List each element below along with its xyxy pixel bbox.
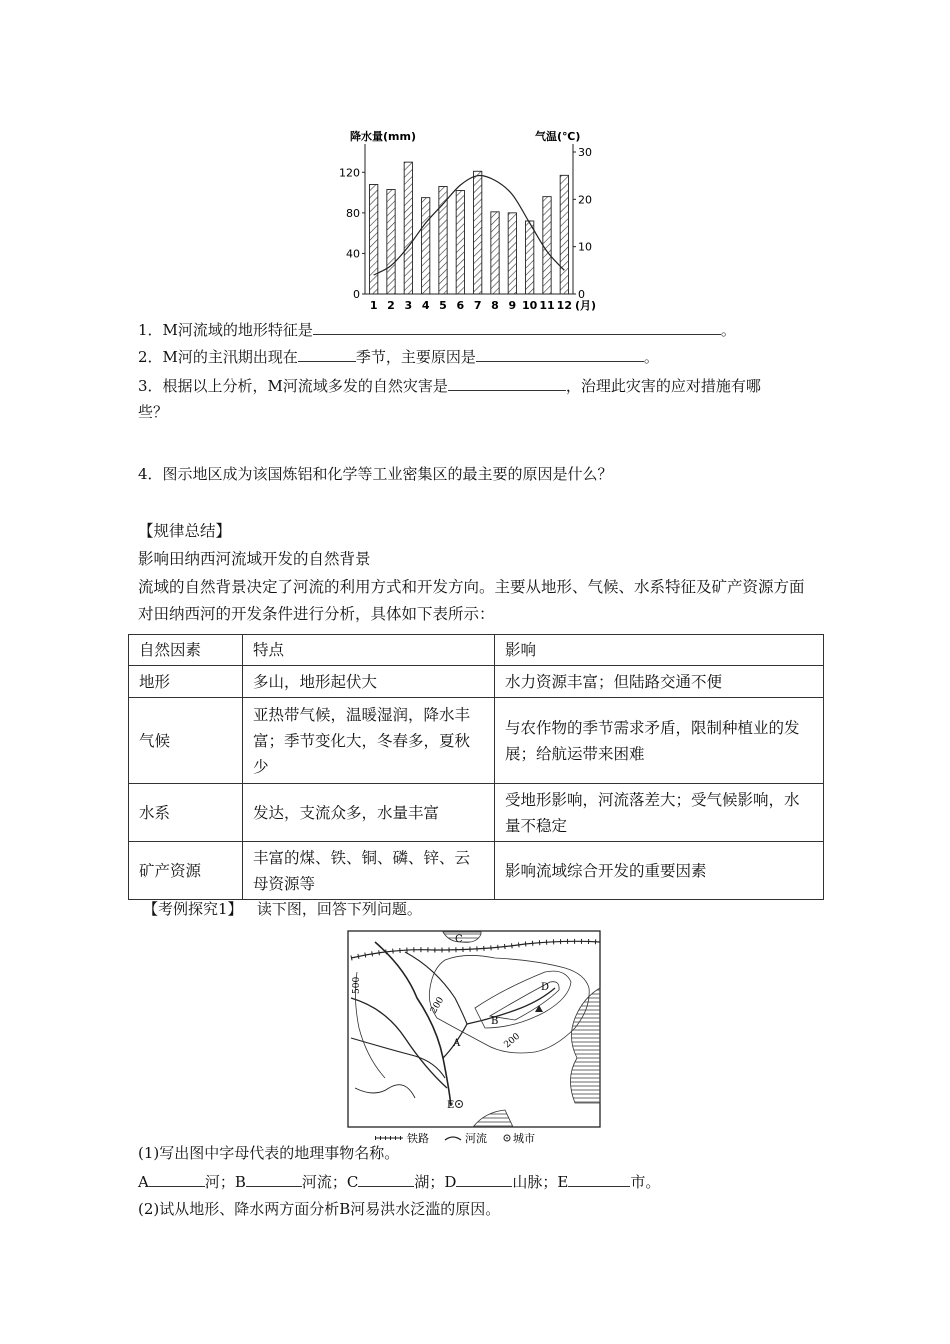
answer-blank[interactable] (298, 345, 356, 362)
answer-blank[interactable] (476, 345, 644, 362)
answer-blank[interactable] (568, 1170, 630, 1187)
legend-city: 城市 (513, 1132, 535, 1145)
question-3 (138, 374, 761, 397)
precip-bar (560, 175, 568, 294)
precip-bar (456, 191, 464, 294)
x-tick-label: 12 (556, 299, 572, 312)
table-cell: 多山，地形起伏大 (243, 666, 495, 698)
question-1-end: 。 (720, 321, 736, 339)
table-cell: 亚热带气候，温暖湿润，降水丰富；季节变化大，冬春多，夏秋少 (243, 698, 495, 784)
table-cell: 水系 (129, 784, 243, 842)
x-tick-label: 1 (369, 299, 378, 312)
map-label-c: C (455, 934, 463, 945)
precip-bar (404, 162, 412, 294)
blank-label-b: 河；B (204, 1173, 246, 1191)
example-line (143, 898, 422, 920)
table-header: 影响 (495, 635, 824, 666)
table-cell: 气候 (129, 698, 243, 784)
precip-bar (439, 186, 447, 294)
answer-blank[interactable] (448, 374, 566, 391)
precip-bar (491, 212, 499, 294)
city-icon (458, 1103, 460, 1105)
table-cell: 地形 (129, 666, 243, 698)
table-cell: 发达，支流众多，水量丰富 (243, 784, 495, 842)
climate-chart (330, 124, 620, 320)
y-right-tick-label: 20 (578, 193, 592, 207)
example-prompt: 读下图，回答下列问题。 (256, 900, 422, 918)
sub-question-2: (2)试从地形、降水两方面分析B河易洪水泛滥的原因。 (138, 1200, 501, 1218)
question-3-mid: ，治理此灾害的应对措施有哪 (565, 377, 761, 395)
legend-railway: 铁路 (407, 1132, 429, 1145)
question-2-mid: 季节，主要原因是 (355, 348, 476, 366)
sub-question-1: (1)写出图中字母代表的地理事物名称。 (138, 1144, 400, 1162)
table-cell: 矿产资源 (129, 842, 243, 900)
question-4: 4．图示地区成为该国炼铝和化学等工业密集区的最主要的原因是什么？ (138, 465, 613, 483)
river-legend-icon (445, 1137, 461, 1140)
temperature-line (374, 176, 565, 276)
precip-bar (526, 221, 534, 294)
y-axis-left-title: 降水量(mm) (350, 130, 416, 143)
question-3-text: 3．根据以上分析，M河流域多发的自然灾害是 (138, 377, 448, 395)
blank-label-c: 河流；C (301, 1173, 359, 1191)
precip-bar (508, 213, 516, 294)
precip-bar (543, 197, 551, 294)
answer-blank[interactable] (313, 318, 721, 335)
x-tick-label: 9 (508, 299, 517, 312)
table-cell: 水力资源丰富；但陆路交通不便 (495, 666, 824, 698)
x-unit-label: (月) (575, 299, 597, 312)
table-header: 自然因素 (129, 635, 243, 666)
question-1 (138, 318, 736, 341)
table-cell: 影响流域综合开发的重要因素 (495, 842, 824, 900)
precip-bar (370, 184, 378, 294)
table-cell: 丰富的煤、铁、铜、磷、锌、云母资源等 (243, 842, 495, 900)
answer-blank[interactable] (246, 1170, 302, 1187)
x-tick-label: 5 (439, 299, 447, 312)
map-label-d: D (541, 982, 550, 993)
map-label-b: B (491, 1016, 499, 1027)
x-tick-label: 11 (539, 299, 555, 312)
answer-blank[interactable] (358, 1170, 414, 1187)
answer-blank[interactable] (149, 1170, 205, 1187)
x-tick-label: 3 (404, 299, 413, 312)
x-tick-label: 2 (387, 299, 395, 312)
x-tick-label: 4 (421, 299, 430, 312)
y-axis-right-title: 气温(℃) (535, 130, 581, 143)
map-label-e: E (447, 1100, 455, 1111)
blank-label-e: 山脉；E (512, 1173, 569, 1191)
y-left-tick-label: 0 (353, 288, 360, 301)
y-left-tick-label: 120 (339, 166, 360, 180)
question-2-text: 2．M河的主汛期出现在 (138, 348, 298, 366)
map-label-a: A (453, 1038, 461, 1049)
x-tick-label: 10 (522, 299, 538, 312)
answer-blank[interactable] (456, 1170, 512, 1187)
question-2-end: 。 (643, 348, 659, 366)
natural-factors-table (128, 634, 824, 900)
summary-paragraph: 流域的自然背景决定了河流的利用方式和开发方向。主要从地形、气候、水系特征及矿产资源方面对田纳西河的开发条件进行分析，具体如下表所示： (138, 578, 805, 623)
table-cell: 受地形影响，河流落差大；受气候影响，水量不稳定 (495, 784, 824, 842)
table-row (129, 666, 824, 698)
contour-label: 200 (502, 1031, 523, 1051)
table-header-row (129, 635, 824, 666)
table-row (129, 698, 824, 784)
precip-bar (474, 171, 482, 294)
question-1-text: 1．M河流域的地形特征是 (138, 321, 313, 339)
contour-label: 200 (428, 995, 447, 1016)
sub-question-1-blanks (138, 1170, 660, 1193)
contour-label: 500 (352, 976, 362, 994)
table-cell: 与农作物的季节需求矛盾，限制种植业的发展；给航运带来困难 (495, 698, 824, 784)
y-right-tick-label: 0 (578, 288, 585, 301)
x-tick-label: 7 (473, 299, 482, 312)
table-header: 特点 (243, 635, 495, 666)
y-left-tick-label: 80 (346, 206, 360, 220)
question-3-line2: 些？ (138, 403, 169, 421)
x-tick-label: 6 (456, 299, 465, 312)
blank-label-end: 市。 (630, 1173, 661, 1191)
summary-heading: 【规律总结】 (138, 522, 232, 540)
example-heading: 【考例探究1】 (143, 900, 243, 918)
x-tick-label: 8 (491, 299, 499, 312)
y-right-tick-label: 30 (578, 146, 592, 159)
y-left-tick-label: 40 (346, 247, 360, 261)
question-2 (138, 345, 659, 368)
y-right-tick-label: 10 (578, 240, 592, 254)
precip-bar (387, 190, 395, 294)
river-basin-map (345, 928, 603, 1146)
precip-bar (422, 198, 430, 294)
table-row (129, 784, 824, 842)
blank-label-d: 湖；D (414, 1173, 457, 1191)
legend-river: 河流 (465, 1132, 487, 1145)
blank-label-a: A (138, 1173, 149, 1191)
summary-subheading: 影响田纳西河流域开发的自然背景 (138, 550, 371, 568)
map-frame (348, 931, 600, 1127)
city-legend-icon (506, 1137, 508, 1139)
table-row (129, 842, 824, 900)
